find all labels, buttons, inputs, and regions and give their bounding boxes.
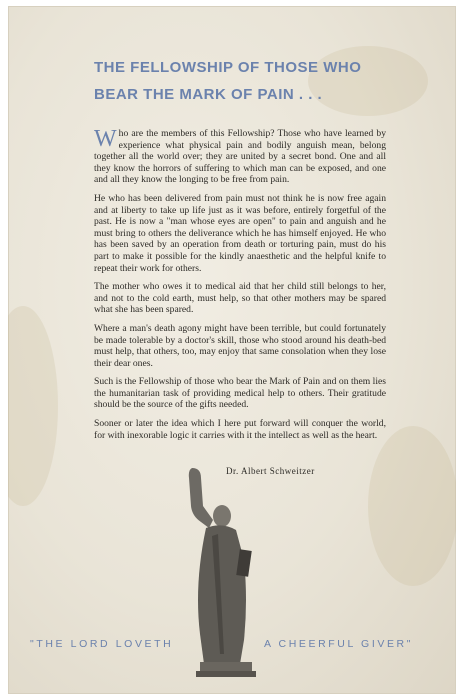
title-line-2: BEAR THE MARK OF PAIN . . .	[94, 86, 323, 103]
pamphlet-page	[8, 6, 456, 694]
paragraph: The mother who owes it to medical aid that her child still belongs to her, and not to the cold earth, must help, so that other mothers may be spared what she has been spared.	[94, 281, 386, 316]
footer-quote-left: "THE LORD LOVETH	[30, 638, 174, 650]
title-line-1: THE FELLOWSHIP OF THOSE WHO	[94, 59, 362, 76]
page-title	[94, 54, 434, 108]
essay-body	[94, 128, 386, 448]
paper-stain	[368, 426, 456, 586]
paper-stain	[8, 306, 58, 506]
paragraph: Sooner or later the idea which I here put forward will conquer the world, for with inexorable logic it carries with it the intellect as well as the heart.	[94, 418, 386, 441]
paragraph: He who has been delivered from pain must not think he is now free again and at liberty to take up life just as it was before, entirely forgetful of the past. He is now a "man whose eyes are open" to pain and anguish and he must bring to others the deliverance which he has himself enjoyed. He who has been saved by an operation from death or torturing pain, must do his part to make it possible for the kindly anaesthetic and the helpful knife to repeat their work for others.	[94, 192, 386, 274]
footer-quote-right: A CHEERFUL GIVER"	[264, 638, 414, 650]
paragraph: Such is the Fellowship of those who bear the Mark of Pain and on them lies the humanitarian task of providing medical help to others. Their gratitude should be the source of the gifts needed.	[94, 376, 386, 411]
paragraph: Where a man's death agony might have been terrible, but could fortunately be made tolerable by a doctor's skill, those who stood around his death-bed must help, that others, too, may enjoy that same consolation when they lose their dear ones.	[94, 322, 386, 369]
author-signature: Dr. Albert Schweitzer	[226, 466, 315, 476]
paragraph: Who are the members of this Fellowship? Those who have learned by experience what physical pain and bodily anguish mean, belong together all the world over; they are united by a secret bond. One and all they know the horrors of suffering to which man can be exposed, and one and all they know the longing to be free from pain.	[94, 126, 386, 186]
drop-cap: W	[94, 126, 117, 152]
statue-image	[178, 464, 278, 679]
